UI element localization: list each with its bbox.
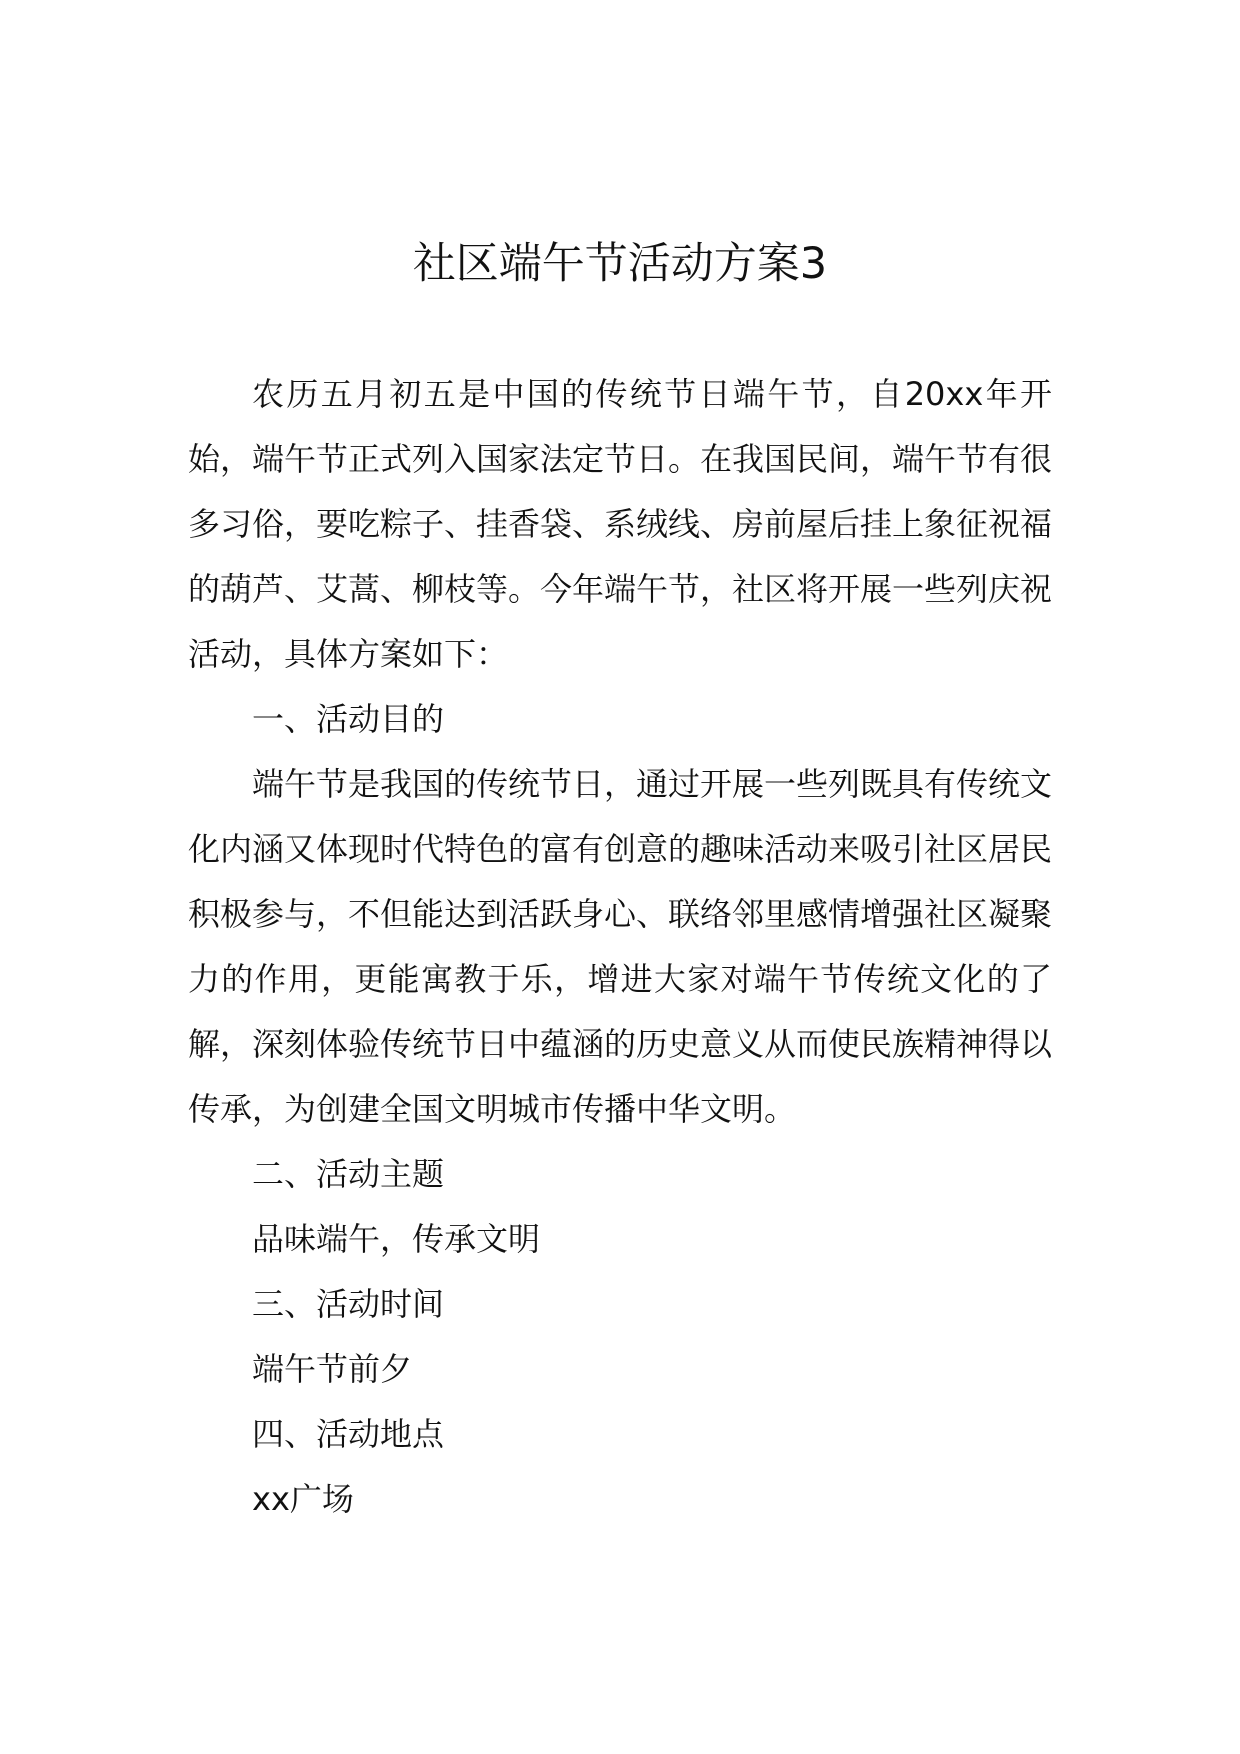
- section-body-purpose: 端午节是我国的传统节日，通过开展一些列既具有传统文化内涵又体现时代特色的富有创意的趣味活动来吸引社区居民积极参与，不但能达到活跃身心、联络邻里感情增强社区凝聚力的作用，更能寓教于乐，增进大家对端午节传统文化的了解，深刻体验传统节日中蕴涵的历史意义从而使民族精神得以传承，为创建全国文明城市传播中华文明。: [188, 765, 1053, 1128]
- document-body: [188, 362, 1052, 1532]
- section-body-location: xx广场: [252, 1480, 354, 1518]
- section-body-theme: 品味端午，传承文明: [252, 1220, 541, 1258]
- intro-paragraph: 农历五月初五是中国的传统节日端午节，自20xx年开始，端午节正式列入国家法定节日。在我国民间，端午节有很多习俗，要吃粽子、挂香袋、系绒线、房前屋后挂上象征祝福的葫芦、艾蒿、柳枝等。今年端午节，社区将开展一些列庆祝活动，具体方案如下：: [188, 375, 1053, 673]
- section-body-time: 端午节前夕: [252, 1350, 413, 1388]
- section-heading-theme: 二、活动主题: [252, 1155, 445, 1193]
- section-heading-location: 四、活动地点: [252, 1415, 445, 1453]
- document-title: 社区端午节活动方案3: [412, 239, 828, 289]
- section-heading-purpose: 一、活动目的: [252, 700, 445, 738]
- section-heading-time: 三、活动时间: [252, 1285, 445, 1323]
